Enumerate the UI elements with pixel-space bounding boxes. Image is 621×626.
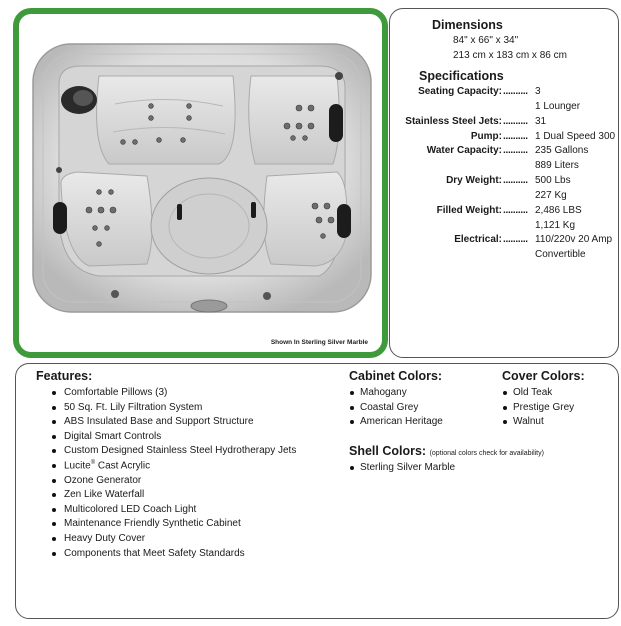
cover-colors-heading: Cover Colors:: [502, 369, 585, 383]
feature-item: ABS Insulated Base and Support Structure: [52, 416, 296, 431]
feature-item: [52, 460, 296, 475]
feature-item: Maintenance Friendly Synthetic Cabinet: [52, 518, 296, 533]
spec-value: 3: [535, 86, 541, 97]
dimensions-metric: 213 cm x 183 cm x 86 cm: [453, 50, 567, 61]
lucite-suffix: Cast Acrylic: [95, 460, 151, 472]
spec-row-pump: [390, 131, 620, 146]
specifications-panel: [389, 8, 619, 358]
feature-item: Heavy Duty Cover: [52, 533, 296, 548]
spec-value: 500 Lbs: [535, 175, 571, 186]
spec-label: Stainless Steel Jets:: [405, 116, 502, 127]
spec-row-seating: [390, 86, 620, 101]
spec-dots: ..........: [503, 145, 528, 156]
pillow: [53, 202, 67, 234]
spec-value-extra: 889 Liters: [535, 160, 579, 171]
cover-colors-list: [503, 387, 574, 431]
photo-caption: Shown In Sterling Silver Marble: [270, 339, 368, 346]
spec-label: Pump:: [470, 131, 502, 142]
spec-row-water-capacity: [390, 145, 620, 160]
specifications-heading: Specifications: [419, 69, 504, 83]
spec-value: 235 Gallons: [535, 145, 589, 156]
spec-row-filled-weight: [390, 205, 620, 220]
spec-row-jets: [390, 116, 620, 131]
spec-value: 110/220v 20 Amp: [535, 234, 613, 245]
spec-value: 2,486 LBS: [535, 205, 582, 216]
spec-dots: ..........: [503, 131, 528, 142]
spec-value-extra: 1 Lounger: [535, 101, 581, 112]
feature-item: Components that Meet Safety Standards: [52, 548, 296, 563]
spec-label: Electrical:: [454, 234, 502, 245]
spec-label: Water Capacity:: [426, 145, 502, 156]
spec-label: Filled Weight:: [436, 205, 502, 216]
spec-value-extra: 1,121 Kg: [535, 220, 576, 231]
lounger-seat: [97, 76, 236, 164]
cabinet-colors-list: [350, 387, 443, 431]
features-list: [52, 387, 296, 562]
spec-value: 1 Dual Speed 300: [535, 131, 616, 142]
right-seat: [249, 76, 340, 164]
spec-dots: ..........: [503, 116, 528, 127]
hot-tub-illustration: [19, 14, 382, 352]
spec-value-extra: Convertible: [535, 249, 586, 260]
feature-item: Ozone Generator: [52, 475, 296, 490]
features-heading: Features:: [36, 369, 93, 383]
cabinet-colors-heading: Cabinet Colors:: [349, 369, 443, 383]
dimensions-heading: Dimensions: [432, 18, 503, 32]
shell-color-item: Sterling Silver Marble: [350, 462, 455, 477]
left-seat: [61, 172, 152, 266]
spec-dots: ..........: [503, 86, 528, 97]
cabinet-color-item: American Heritage: [350, 416, 443, 431]
spec-row-electrical: [390, 234, 620, 249]
features-panel: [15, 363, 619, 619]
feature-item: Comfortable Pillows (3): [52, 387, 296, 402]
feature-item: Multicolored LED Coach Light: [52, 504, 296, 519]
pillow: [329, 104, 343, 142]
feature-item: 50 Sq. Ft. Lily Filtration System: [52, 402, 296, 417]
spec-dots: ..........: [503, 175, 528, 186]
cover-color-item: Old Teak: [503, 387, 574, 402]
cover-color-item: Walnut: [503, 416, 574, 431]
shell-colors-title: Shell Colors:: [349, 444, 427, 458]
registered-mark: ®: [90, 459, 96, 466]
spec-value-extra: 227 Kg: [535, 190, 567, 201]
feature-item: Custom Designed Stainless Steel Hydrotherapy Jets: [52, 445, 296, 460]
spec-dots: ..........: [503, 205, 528, 216]
lucite-label: Lucite: [64, 460, 91, 472]
cabinet-color-item: Mahogany: [350, 387, 443, 402]
product-photo-panel: [13, 8, 388, 358]
cover-color-item: Prestige Grey: [503, 402, 574, 417]
shell-colors-heading: [349, 444, 544, 458]
spec-label: Dry Weight:: [446, 175, 502, 186]
corner-seat: [264, 172, 347, 266]
cabinet-color-item: Coastal Grey: [350, 402, 443, 417]
shell-colors-list: [350, 462, 455, 477]
shell-colors-note: (optional colors check for availability): [429, 450, 544, 457]
feature-item: Zen Like Waterfall: [52, 489, 296, 504]
spec-dots: ..........: [503, 234, 528, 245]
feature-item: Digital Smart Controls: [52, 431, 296, 446]
spec-value: 31: [535, 116, 547, 127]
pillow: [337, 204, 351, 238]
spec-label: Seating Capacity:: [418, 86, 502, 97]
spec-row-dry-weight: [390, 175, 620, 190]
footwell: [151, 178, 267, 274]
dimensions-imperial: 84" x 66" x 34": [453, 35, 519, 46]
